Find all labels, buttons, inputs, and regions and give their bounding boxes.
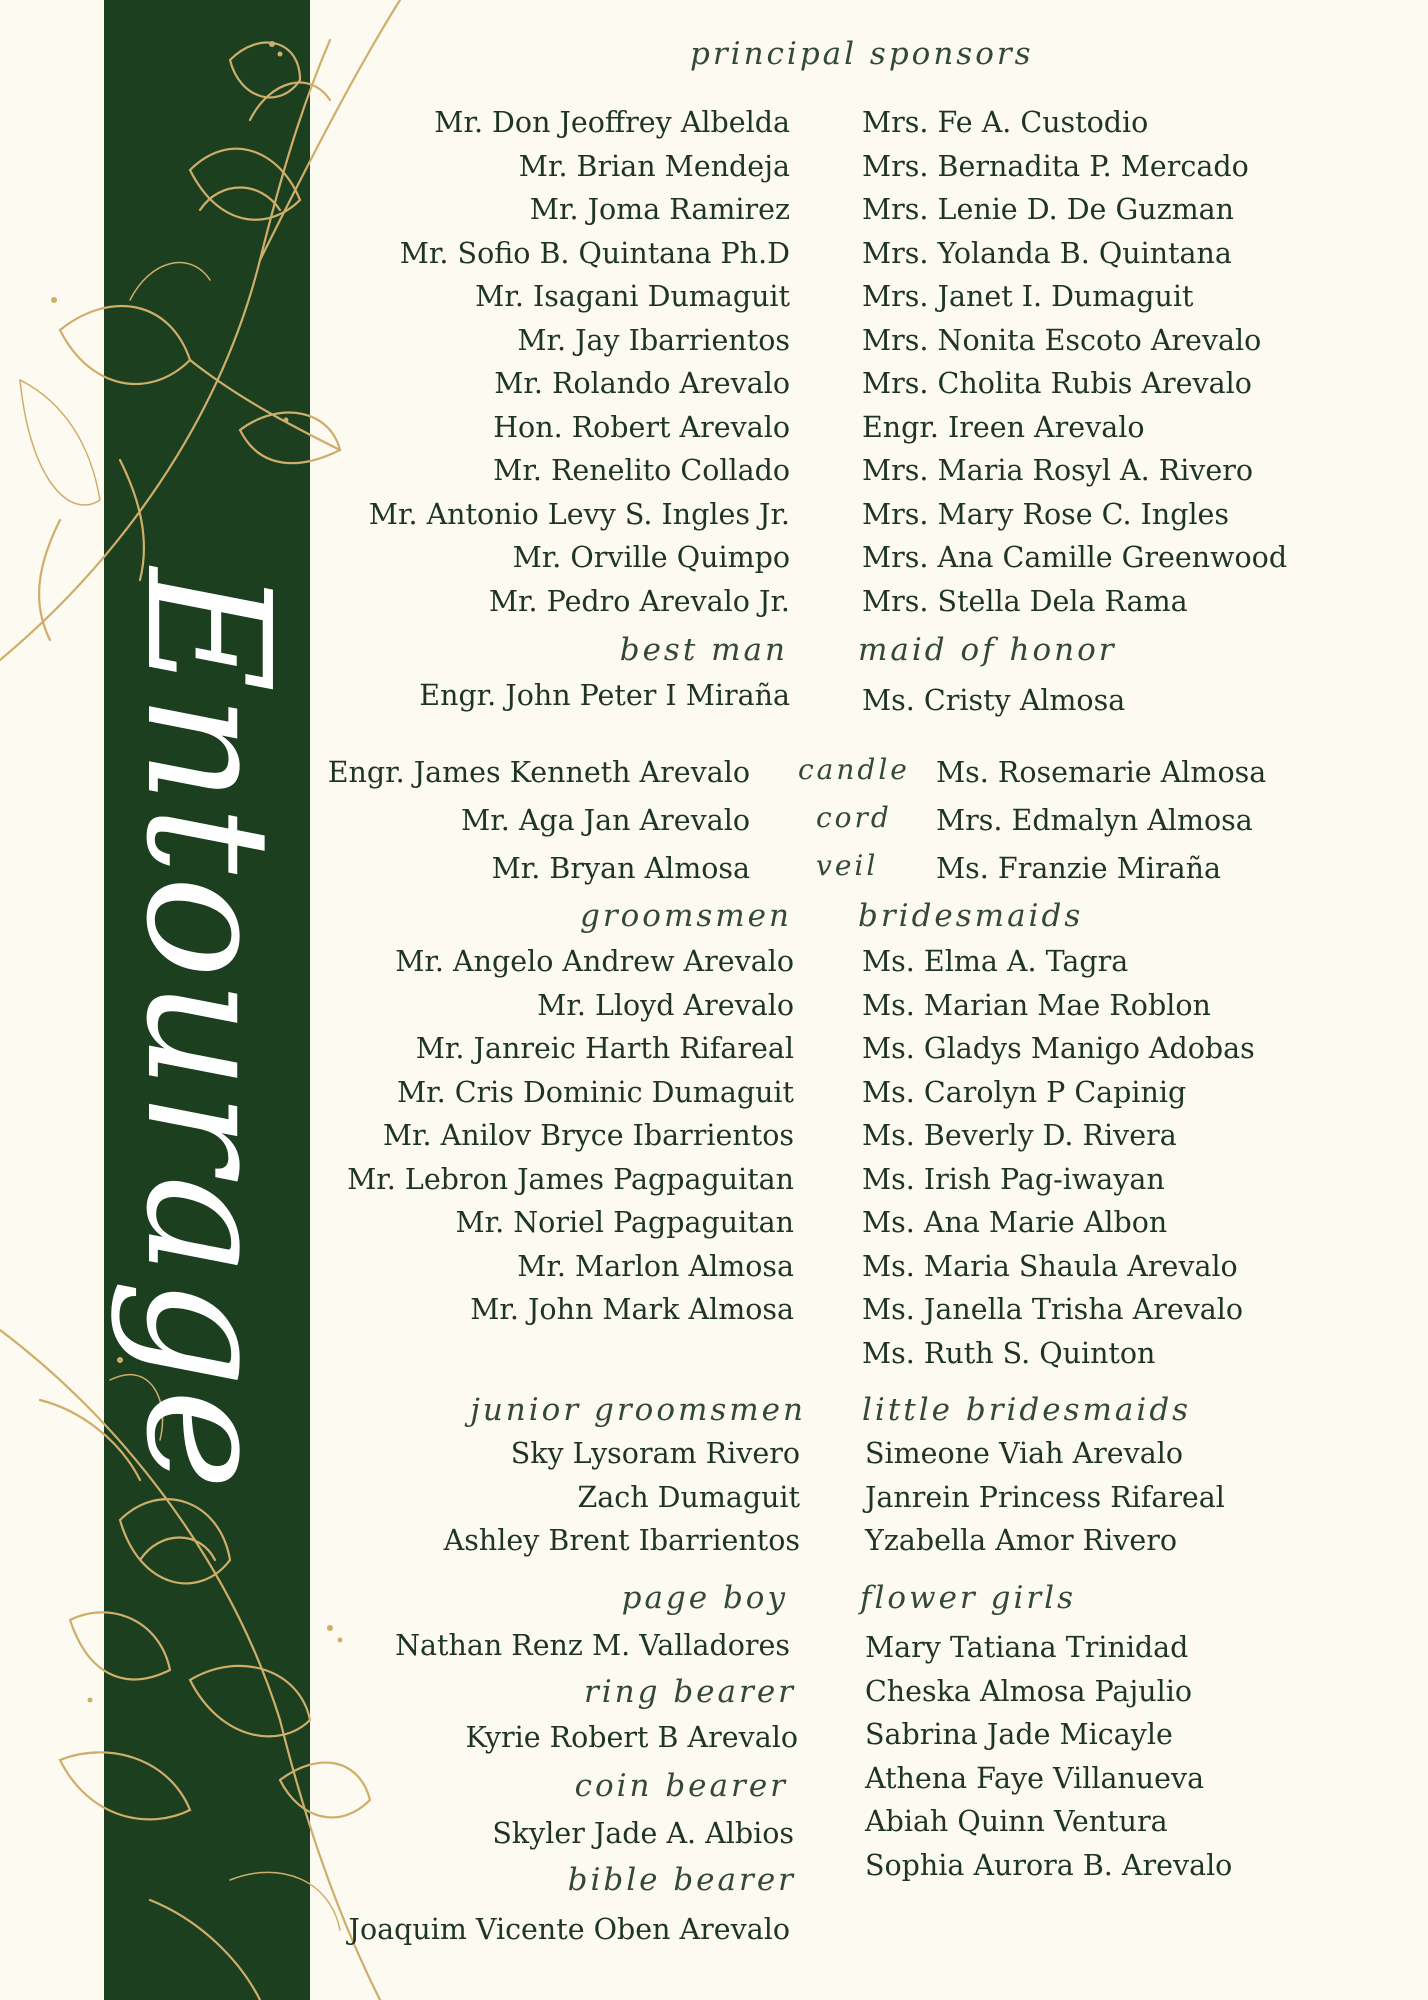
cord-label: cord xyxy=(816,801,892,834)
list-item: Mr. Anilov Bryce Ibarrientos xyxy=(382,1119,794,1152)
list-item: Mrs. Yolanda B. Quintana xyxy=(862,236,1232,270)
list-item: Mrs. Maria Rosyl A. Rivero xyxy=(862,454,1254,487)
best-man-name: Engr. John Peter I Miraña xyxy=(419,679,790,712)
list-item: Mrs. Ana Camille Greenwood xyxy=(862,541,1288,574)
list-item: Zach Dumaguit xyxy=(577,1480,800,1514)
coin-bearer-name: Skyler Jade A. Albios xyxy=(492,1817,794,1850)
list-item: Janrein Princess Rifareal xyxy=(865,1480,1225,1514)
bible-bearer-name: Joaquim Vicente Oben Arevalo xyxy=(348,1913,790,1946)
principal-sponsors-ladies xyxy=(862,101,1287,623)
list-item: Sabrina Jade Micayle xyxy=(865,1718,1173,1751)
flower-girls-list xyxy=(865,1626,1232,1887)
list-item: Athena Faye Villanueva xyxy=(865,1761,1205,1795)
bible-bearer xyxy=(349,1908,790,1952)
list-item: Engr. Ireen Arevalo xyxy=(862,410,1145,444)
list-item: Ms. Ruth S. Quinton xyxy=(862,1336,1156,1370)
list-item: Mrs. Fe A. Custodio xyxy=(862,106,1149,139)
junior-groomsmen-heading: junior groomsmen xyxy=(470,1392,806,1428)
little-bridesmaids-list xyxy=(865,1432,1225,1563)
little-bridesmaids-heading: little bridesmaids xyxy=(862,1392,1192,1428)
list-item: Mr. Brian Mendeja xyxy=(518,149,790,183)
list-item: Abiah Quinn Ventura xyxy=(865,1805,1168,1838)
principal-sponsors-heading: principal sponsors xyxy=(690,36,1034,72)
secondary-sponsor-roles xyxy=(798,746,910,890)
list-item: Ms. Elma A. Tagra xyxy=(862,945,1129,978)
best-man xyxy=(419,674,790,718)
list-item: Mr. Janreic Harth Rifareal xyxy=(415,1032,794,1065)
ring-bearer xyxy=(465,1716,798,1760)
list-item: Mrs. Lenie D. De Guzman xyxy=(862,193,1234,226)
principal-sponsors-gentlemen xyxy=(369,101,790,623)
ring-bearer-heading: ring bearer xyxy=(583,1674,796,1710)
list-item: Mrs. Mary Rose C. Ingles xyxy=(862,497,1230,531)
page-boy-name: Nathan Renz M. Valladores xyxy=(395,1629,790,1662)
list-item: Mr. Aga Jan Arevalo xyxy=(461,804,750,837)
list-item: Ms. Ana Marie Albon xyxy=(862,1206,1168,1239)
maid-of-honor xyxy=(862,679,1125,723)
list-item: Mr. Angelo Andrew Arevalo xyxy=(395,945,794,978)
list-item: Ms. Marian Mae Roblon xyxy=(862,988,1211,1022)
coin-bearer xyxy=(492,1812,794,1856)
list-item: Mr. Isagani Dumaguit xyxy=(475,280,790,313)
groomsmen-list xyxy=(347,940,794,1332)
list-item: Yzabella Amor Rivero xyxy=(865,1524,1177,1557)
maid-of-honor-heading: maid of honor xyxy=(858,632,1117,668)
coin-bearer-heading: coin bearer xyxy=(574,1768,788,1804)
list-item: Ashley Brent Ibarrientos xyxy=(443,1524,800,1557)
list-item: Engr. James Kenneth Arevalo xyxy=(327,756,750,789)
list-item: Cheska Almosa Pajulio xyxy=(865,1674,1192,1708)
bridesmaids-heading: bridesmaids xyxy=(858,898,1084,934)
veil-label: veil xyxy=(816,849,879,882)
list-item: Ms. Janella Trisha Arevalo xyxy=(862,1293,1244,1326)
list-item: Mr. Joma Ramirez xyxy=(529,193,790,226)
list-item: Ms. Irish Pag-iwayan xyxy=(862,1162,1165,1196)
list-item: Hon. Robert Arevalo xyxy=(493,410,790,444)
list-item: Mrs. Janet I. Dumaguit xyxy=(862,280,1194,313)
entourage-title: Entourage xyxy=(108,568,306,1492)
junior-groomsmen-list xyxy=(444,1432,800,1563)
page-boy-heading: page boy xyxy=(621,1580,788,1616)
list-item: Mrs. Edmalyn Almosa xyxy=(936,804,1253,837)
ring-bearer-name: Kyrie Robert B Arevalo xyxy=(465,1721,798,1754)
groomsmen-heading: groomsmen xyxy=(579,898,792,934)
list-item: Ms. Carolyn P Capinig xyxy=(862,1075,1187,1109)
list-item: Mr. Bryan Almosa xyxy=(491,852,750,885)
list-item: Mr. Orville Quimpo xyxy=(512,541,790,574)
list-item: Ms. Rosemarie Almosa xyxy=(936,756,1267,789)
list-item: Mr. Cris Dominic Dumaguit xyxy=(396,1075,794,1109)
list-item: Sophia Aurora B. Arevalo xyxy=(865,1848,1233,1882)
list-item: Mrs. Cholita Rubis Arevalo xyxy=(862,367,1252,400)
list-item: Ms. Gladys Manigo Adobas xyxy=(862,1032,1255,1065)
list-item: Simeone Viah Arevalo xyxy=(865,1437,1184,1470)
list-item: Mr. Noriel Pagpaguitan xyxy=(455,1206,794,1239)
list-item: Mr. Pedro Arevalo Jr. xyxy=(488,584,790,618)
secondary-sponsors-gentlemen xyxy=(328,749,750,893)
list-item: Mr. Antonio Levy S. Ingles Jr. xyxy=(368,497,790,531)
bridesmaids-list xyxy=(862,940,1255,1375)
list-item: Mary Tatiana Trinidad xyxy=(865,1631,1189,1664)
list-item: Mrs. Nonita Escoto Arevalo xyxy=(862,323,1262,357)
flower-girls-heading: flower girls xyxy=(860,1580,1077,1616)
list-item: Mr. Rolando Arevalo xyxy=(494,367,790,400)
list-item: Ms. Maria Shaula Arevalo xyxy=(862,1249,1238,1283)
candle-label: candle xyxy=(798,753,910,786)
list-item: Mr. Don Jeoffrey Albelda xyxy=(434,106,790,139)
list-item: Mr. Sofio B. Quintana Ph.D xyxy=(399,236,790,270)
secondary-sponsors-ladies xyxy=(936,749,1266,893)
page-boy xyxy=(395,1624,790,1668)
list-item: Mrs. Stella Dela Rama xyxy=(862,584,1188,618)
list-item: Mr. Renelito Collado xyxy=(493,454,790,487)
bible-bearer-heading: bible bearer xyxy=(567,1862,796,1898)
best-man-heading: best man xyxy=(619,632,788,668)
list-item: Ms. Franzie Miraña xyxy=(936,852,1221,885)
list-item: Mr. Jay Ibarrientos xyxy=(517,323,790,357)
maid-of-honor-name: Ms. Cristy Almosa xyxy=(862,684,1126,717)
list-item: Mr. Lebron James Pagpaguitan xyxy=(347,1162,794,1196)
list-item: Mr. John Mark Almosa xyxy=(470,1293,794,1326)
list-item: Mrs. Bernadita P. Mercado xyxy=(862,149,1249,183)
list-item: Sky Lysoram Rivero xyxy=(510,1437,800,1470)
list-item: Mr. Lloyd Arevalo xyxy=(537,988,794,1022)
list-item: Ms. Beverly D. Rivera xyxy=(862,1119,1177,1152)
list-item: Mr. Marlon Almosa xyxy=(517,1249,794,1283)
